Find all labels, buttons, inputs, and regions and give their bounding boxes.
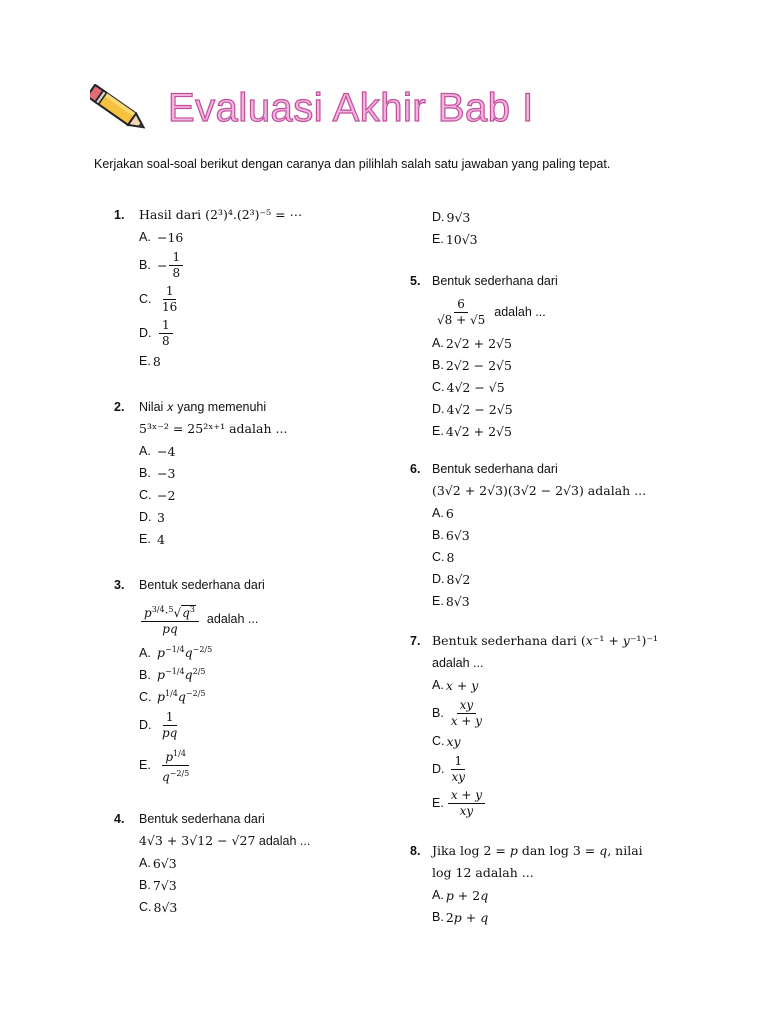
option-a: A. 2√2 + 2√5 bbox=[432, 335, 512, 351]
option-a: A. 𝑥 + 𝑦 bbox=[432, 677, 479, 693]
question-expression: $\frac{𝑝^{3/4}\cdot^5√𝑞^3}{\text{𝑝𝑞}}$ adalah ... bbox=[94, 596, 394, 642]
option-c: C. 𝑥𝑦 bbox=[432, 733, 461, 749]
option-e: E. 8 bbox=[139, 353, 161, 369]
question-expression: $\frac{6}{√8 + √5}$ adalah ... bbox=[437, 296, 546, 327]
question-number: 1. bbox=[114, 208, 125, 222]
option-d: D. 4√2 − 2√5 bbox=[432, 401, 513, 417]
question-8: 8. Jika log 2 = 𝑝 dan log 3 = 𝑞, nilai log 12 adalah ... A. 𝑝 + 2𝑞 B. 2𝑝 + 𝑞 bbox=[410, 840, 680, 928]
option-b: B. 2√2 − 2√5 bbox=[432, 357, 512, 373]
right-column bbox=[410, 206, 680, 928]
option-e: E. 4 bbox=[139, 531, 165, 547]
question-equation: (3√2 + 2√3)(3√2 − 2√3) adalah ... bbox=[432, 483, 647, 498]
option-e: E. $\frac{𝑝^{1/4}}{𝑞^{-2/5}}$ bbox=[94, 742, 394, 788]
question-text: Bentuk sederhana dari bbox=[139, 812, 265, 826]
question-text: Bentuk sederhana dari (𝑥⁻¹ + 𝑦⁻¹)⁻¹ bbox=[432, 633, 658, 648]
question-text-2: adalah ... bbox=[432, 656, 484, 670]
option-a: A. 6√3 bbox=[139, 855, 177, 871]
option-c: C. 4√2 − √5 bbox=[432, 379, 505, 395]
option-b: B. 7√3 bbox=[139, 877, 177, 893]
question-text: Bentuk sederhana dari bbox=[139, 578, 265, 592]
left-column bbox=[94, 204, 394, 918]
question-2: 2. Nilai 𝑥 yang memenuhi 5³ˣ⁻² = 25²ˣ⁺¹ adalah ... A. −4 B. −3 C. −2 D. 3 E. 4 bbox=[94, 396, 394, 550]
question-6: 6. Bentuk sederhana dari (3√2 + 2√3)(3√2 − 2√3) adalah ... A. 6 B. 6√3 C. 8 D. 8√2 E. 8√3 bbox=[410, 458, 680, 612]
question-text: Bentuk sederhana dari bbox=[432, 274, 558, 288]
question-equation: 5³ˣ⁻² = 25²ˣ⁺¹ adalah ... bbox=[139, 421, 288, 436]
option-b: B. 𝑝$^{-1/4}$𝑞$^{2/5}$ bbox=[139, 667, 206, 683]
question-7: 7. Bentuk sederhana dari (𝑥⁻¹ + 𝑦⁻¹)⁻¹ adalah ... A. 𝑥 + 𝑦 B. $\frac{\text{𝑥𝑦}}{\text{𝑥 + 𝑦}}$ C. 𝑥𝑦 D. $\frac{1}{\text{𝑥𝑦}}$ E. $\frac{\text{𝑥 + 𝑦}}{\text{𝑥𝑦}}$ bbox=[410, 630, 680, 820]
option-e: E. 4√2 + 2√5 bbox=[432, 423, 512, 439]
question-4: 4. Bentuk sederhana dari 4√3 + 3√12 − √27 adalah ... A. 6√3 B. 7√3 C. 8√3 bbox=[94, 808, 394, 918]
option-c: C. 8√3 bbox=[139, 899, 178, 915]
option-b: B. 6√3 bbox=[432, 527, 470, 543]
instructions: Kerjakan soal-soal berikut dengan caranya dan pilihlah salah satu jawaban yang paling tepat. bbox=[94, 157, 611, 171]
option-d: D. 8√2 bbox=[432, 571, 471, 587]
question-text: Nilai 𝑥 yang memenuhi bbox=[139, 400, 267, 414]
question-text: Jika log 2 = 𝑝 dan log 3 = 𝑞, nilai bbox=[432, 843, 643, 858]
question-1 bbox=[94, 204, 394, 372]
question-text-2: log 12 adalah ... bbox=[432, 865, 534, 880]
option-a: A. 𝑝$^{-1/4}$𝑞$^{-2/5}$ bbox=[139, 645, 213, 661]
option-b: B. 2𝑝 + 𝑞 bbox=[432, 909, 489, 925]
option-c: C. $\frac{1}{16}$ bbox=[139, 283, 178, 314]
option-d: D. 3 bbox=[139, 509, 165, 525]
q4-option-e: E. 10√3 bbox=[432, 231, 478, 247]
option-c: C. −2 bbox=[139, 487, 176, 503]
question-equation: 4√3 + 3√12 − √27 adalah ... bbox=[139, 833, 311, 848]
option-b: B. $\frac{\text{𝑥𝑦}}{\text{𝑥 + 𝑦}}$ bbox=[432, 697, 483, 728]
option-d: D. $\frac{1}{\text{𝑝𝑞}}$ bbox=[139, 709, 178, 740]
header bbox=[90, 84, 690, 144]
option-a: A. −4 bbox=[139, 443, 176, 459]
option-b: B. − $\frac{1}{8}$ bbox=[94, 248, 394, 282]
option-d: D. $\frac{1}{8}$ bbox=[94, 316, 394, 350]
q4-option-d: D. 9√3 bbox=[432, 209, 471, 225]
option-a: A. −16 bbox=[139, 229, 184, 245]
question-5: 5. Bentuk sederhana dari $\frac{6}{√8 + √5}$ adalah ... A. 2√2 + 2√5 B. 2√2 − 2√5 C. 4√2 − √5 D. 4√2 − 2√5 E. 4√2 + 2√5 bbox=[410, 270, 680, 442]
option-b: B. −3 bbox=[139, 465, 176, 481]
option-d: D. $\frac{1}{\text{𝑥𝑦}}$ bbox=[432, 753, 466, 784]
page-title: Evaluasi Akhir Bab I bbox=[168, 86, 534, 130]
option-a: A. 𝑝 + 2𝑞 bbox=[432, 887, 489, 903]
question-text: Hasil dari (2³)⁴.(2³)⁻⁵ = ⋯ bbox=[139, 207, 303, 222]
option-c: C. 𝑝$^{1/4}$𝑞$^{-2/5}$ bbox=[139, 689, 206, 705]
option-c: C. 8 bbox=[432, 549, 455, 565]
option-e: E. $\frac{\text{𝑥 + 𝑦}}{\text{𝑥𝑦}}$ bbox=[410, 786, 680, 820]
pencil-icon bbox=[90, 84, 150, 140]
option-a: A. 6 bbox=[432, 505, 454, 521]
question-text: Bentuk sederhana dari bbox=[432, 462, 558, 476]
option-e: E. 8√3 bbox=[432, 593, 470, 609]
question-3: 3. Bentuk sederhana dari $\frac{𝑝^{3/4}\cdot^5√𝑞^3}{\text{𝑝𝑞}}$ adalah ... A. 𝑝$^{-1/4}$𝑞$^{-2/5}$ B. 𝑝$^{-1/4}$𝑞$^{2/5}$ C. 𝑝$^{1/4}$𝑞$^{-2/5}$ D. $\frac{1}{\text{𝑝𝑞}}$ E. $\frac{𝑝^{1/4}}{𝑞^{-2/5}}$ bbox=[94, 574, 394, 788]
